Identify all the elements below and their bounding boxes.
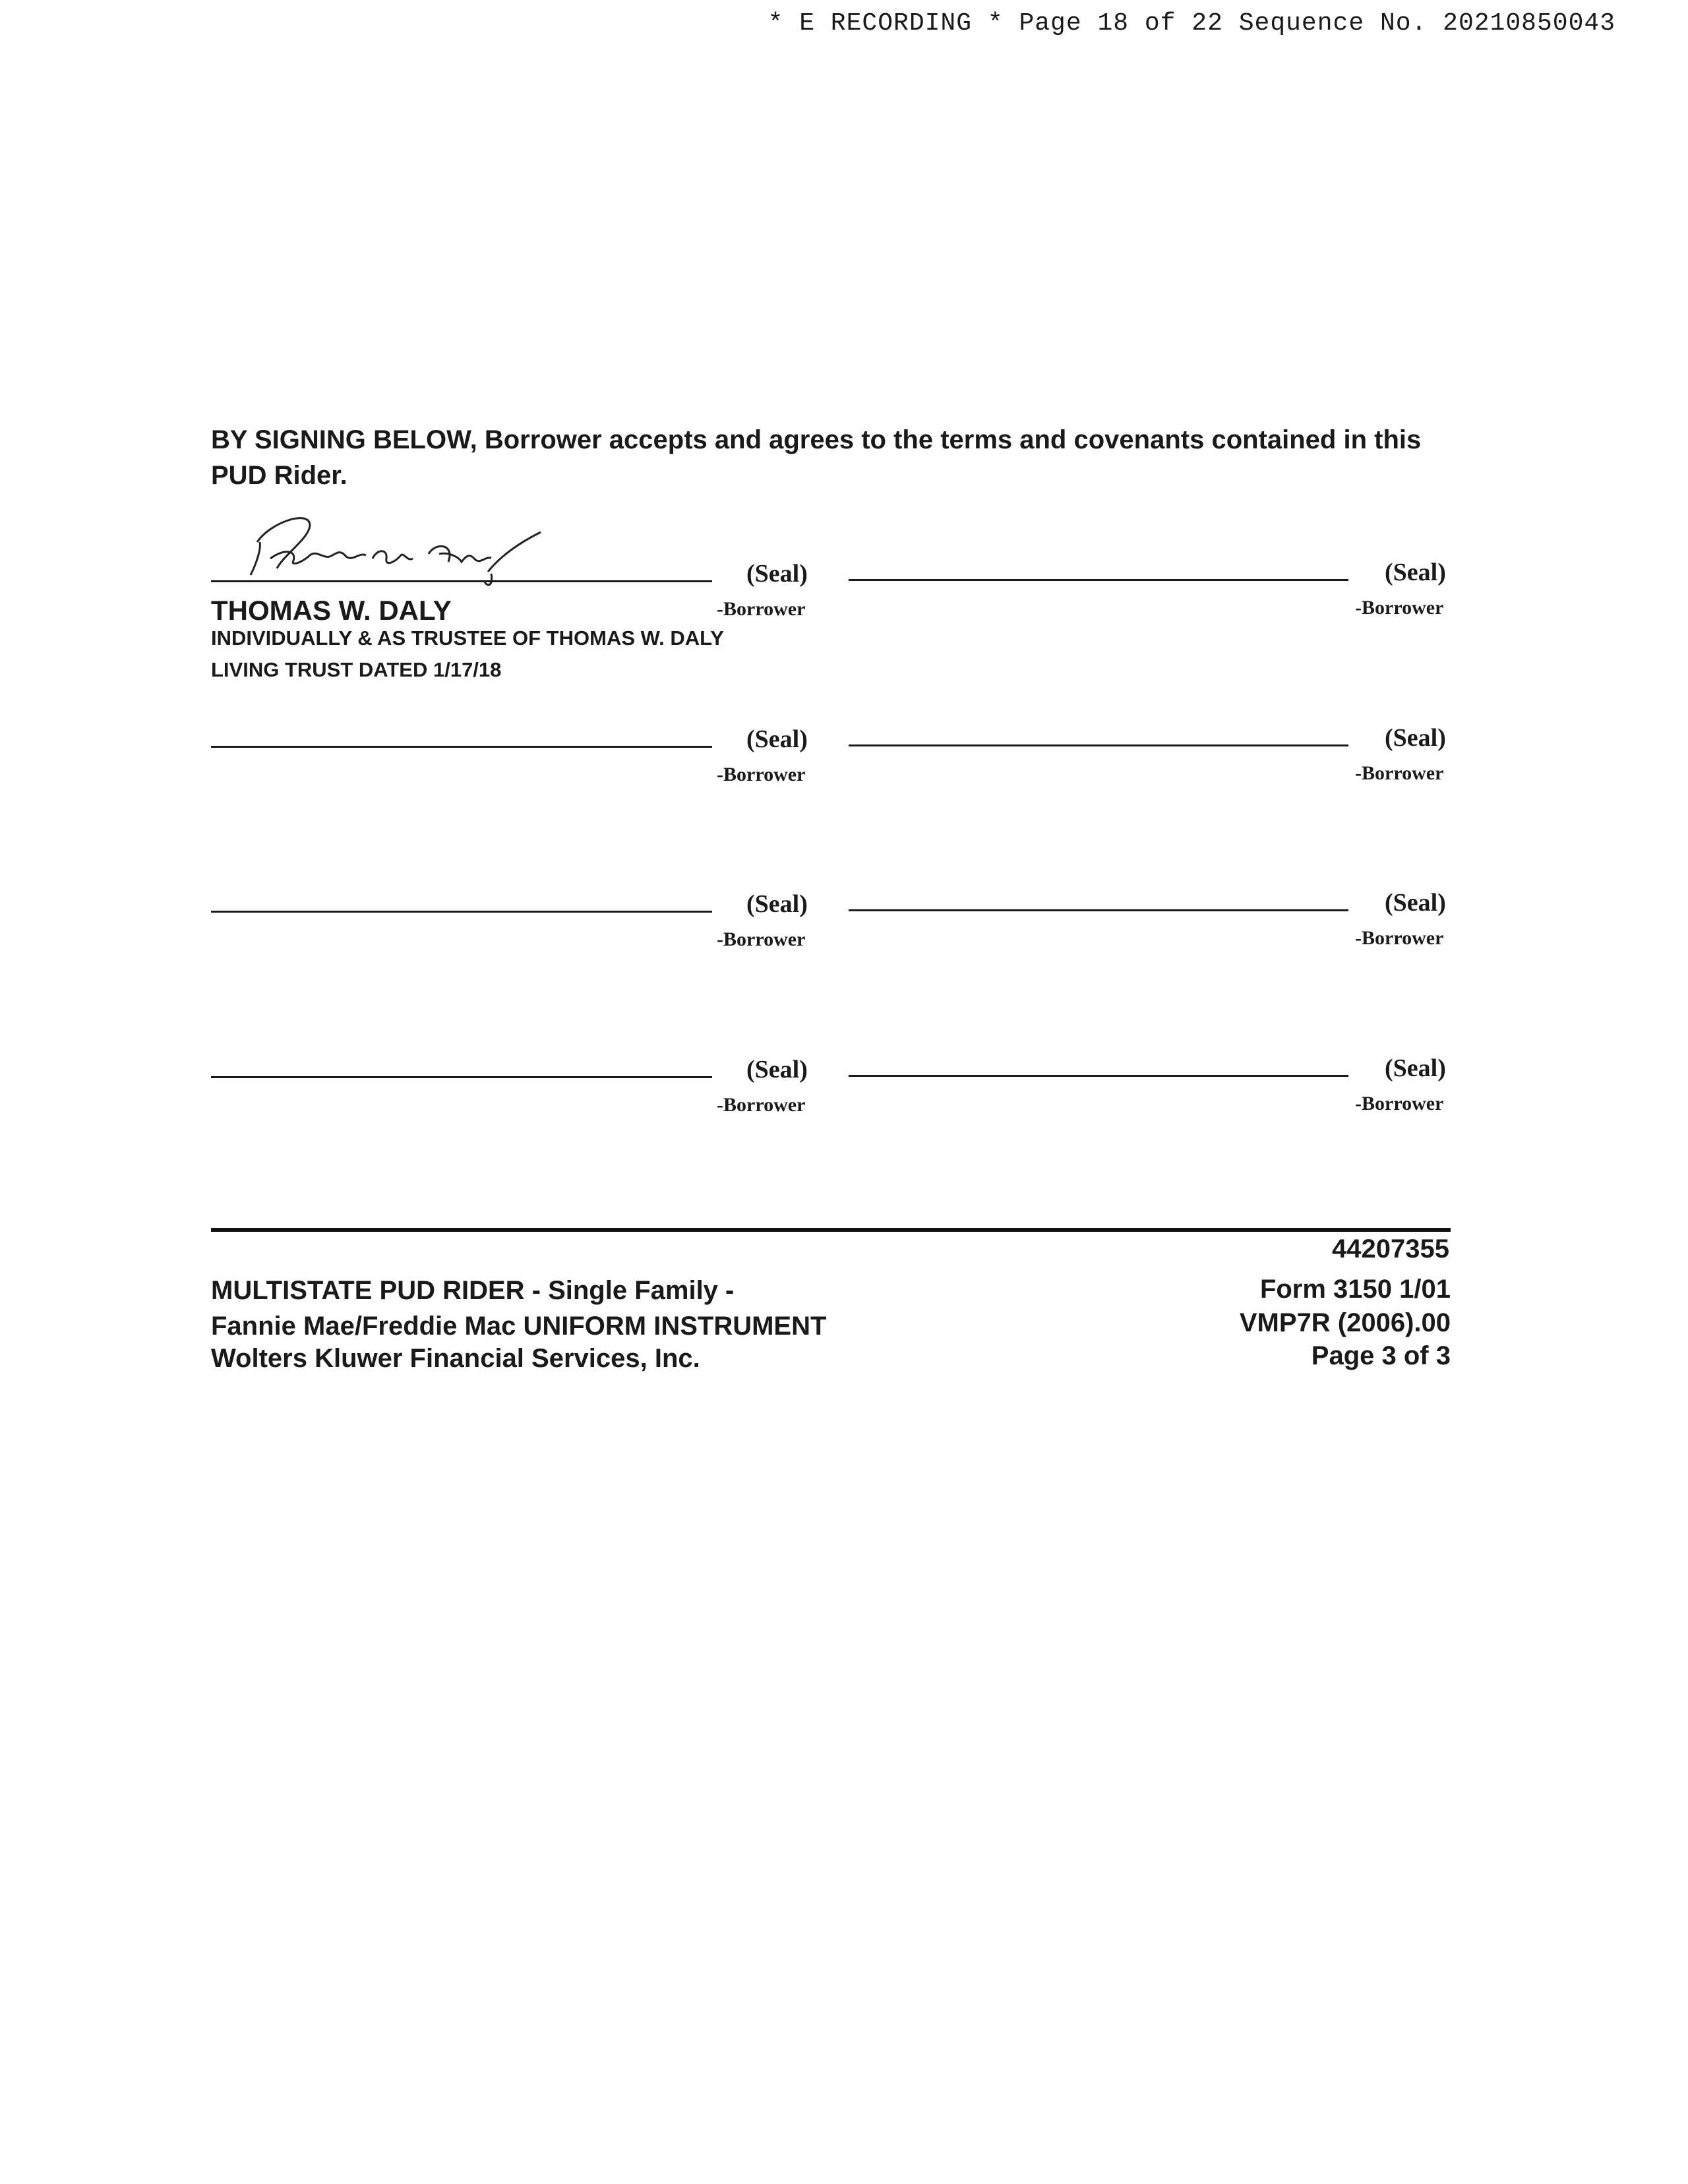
- signing-statement-text: Borrower accepts and agrees to the terms and covenants contained in this PUD Rider.: [211, 425, 1422, 490]
- footer-rule: [211, 1228, 1451, 1232]
- signer-name: THOMAS W. DALY: [211, 595, 452, 626]
- borrower-label: -Borrower: [717, 598, 806, 620]
- seal-label: (Seal): [746, 560, 808, 588]
- signature-line: [211, 580, 712, 582]
- seal-label: (Seal): [746, 890, 808, 918]
- signature-line: [211, 1076, 712, 1078]
- signature-line: [849, 579, 1348, 581]
- form-title: MULTISTATE PUD RIDER - Single Family -: [211, 1276, 735, 1305]
- signature-line: [849, 744, 1348, 746]
- seal-label: (Seal): [1385, 1054, 1446, 1082]
- seal-label: (Seal): [746, 725, 808, 753]
- signing-statement-lead: BY SIGNING BELOW,: [211, 425, 477, 454]
- borrower-label: -Borrower: [717, 928, 806, 950]
- borrower-label: -Borrower: [1355, 927, 1444, 949]
- borrower-label: -Borrower: [1355, 597, 1444, 619]
- signer-capacity-line1: INDIVIDUALLY & AS TRUSTEE OF THOMAS W. DALY: [211, 626, 724, 650]
- signer-capacity-line2: LIVING TRUST DATED 1/17/18: [211, 658, 502, 681]
- seal-label: (Seal): [746, 1056, 808, 1083]
- seal-label: (Seal): [1385, 559, 1446, 586]
- seal-label: (Seal): [1385, 724, 1446, 752]
- form-instrument: Fannie Mae/Freddie Mac UNIFORM INSTRUMENT: [211, 1312, 827, 1341]
- form-publisher: Wolters Kluwer Financial Services, Inc.: [211, 1344, 700, 1373]
- signature-line: [849, 1075, 1348, 1077]
- signature-line: [211, 911, 712, 913]
- vmp-code: VMP7R (2006).00: [1239, 1308, 1451, 1337]
- form-number: Form 3150 1/01: [1259, 1275, 1451, 1304]
- signature-line: [211, 746, 712, 748]
- seal-label: (Seal): [1385, 889, 1446, 917]
- signature-line: [849, 909, 1348, 911]
- signing-statement: [211, 422, 1464, 493]
- recording-header: * E RECORDING * Page 18 of 22 Sequence No. 20210850043: [768, 9, 1615, 38]
- borrower-label: -Borrower: [1355, 1093, 1444, 1114]
- page-number: Page 3 of 3: [1311, 1341, 1451, 1370]
- borrower-label: -Borrower: [1355, 762, 1444, 784]
- borrower-label: -Borrower: [717, 1094, 806, 1116]
- loan-number: 44207355: [1332, 1234, 1449, 1263]
- borrower-label: -Borrower: [717, 764, 806, 785]
